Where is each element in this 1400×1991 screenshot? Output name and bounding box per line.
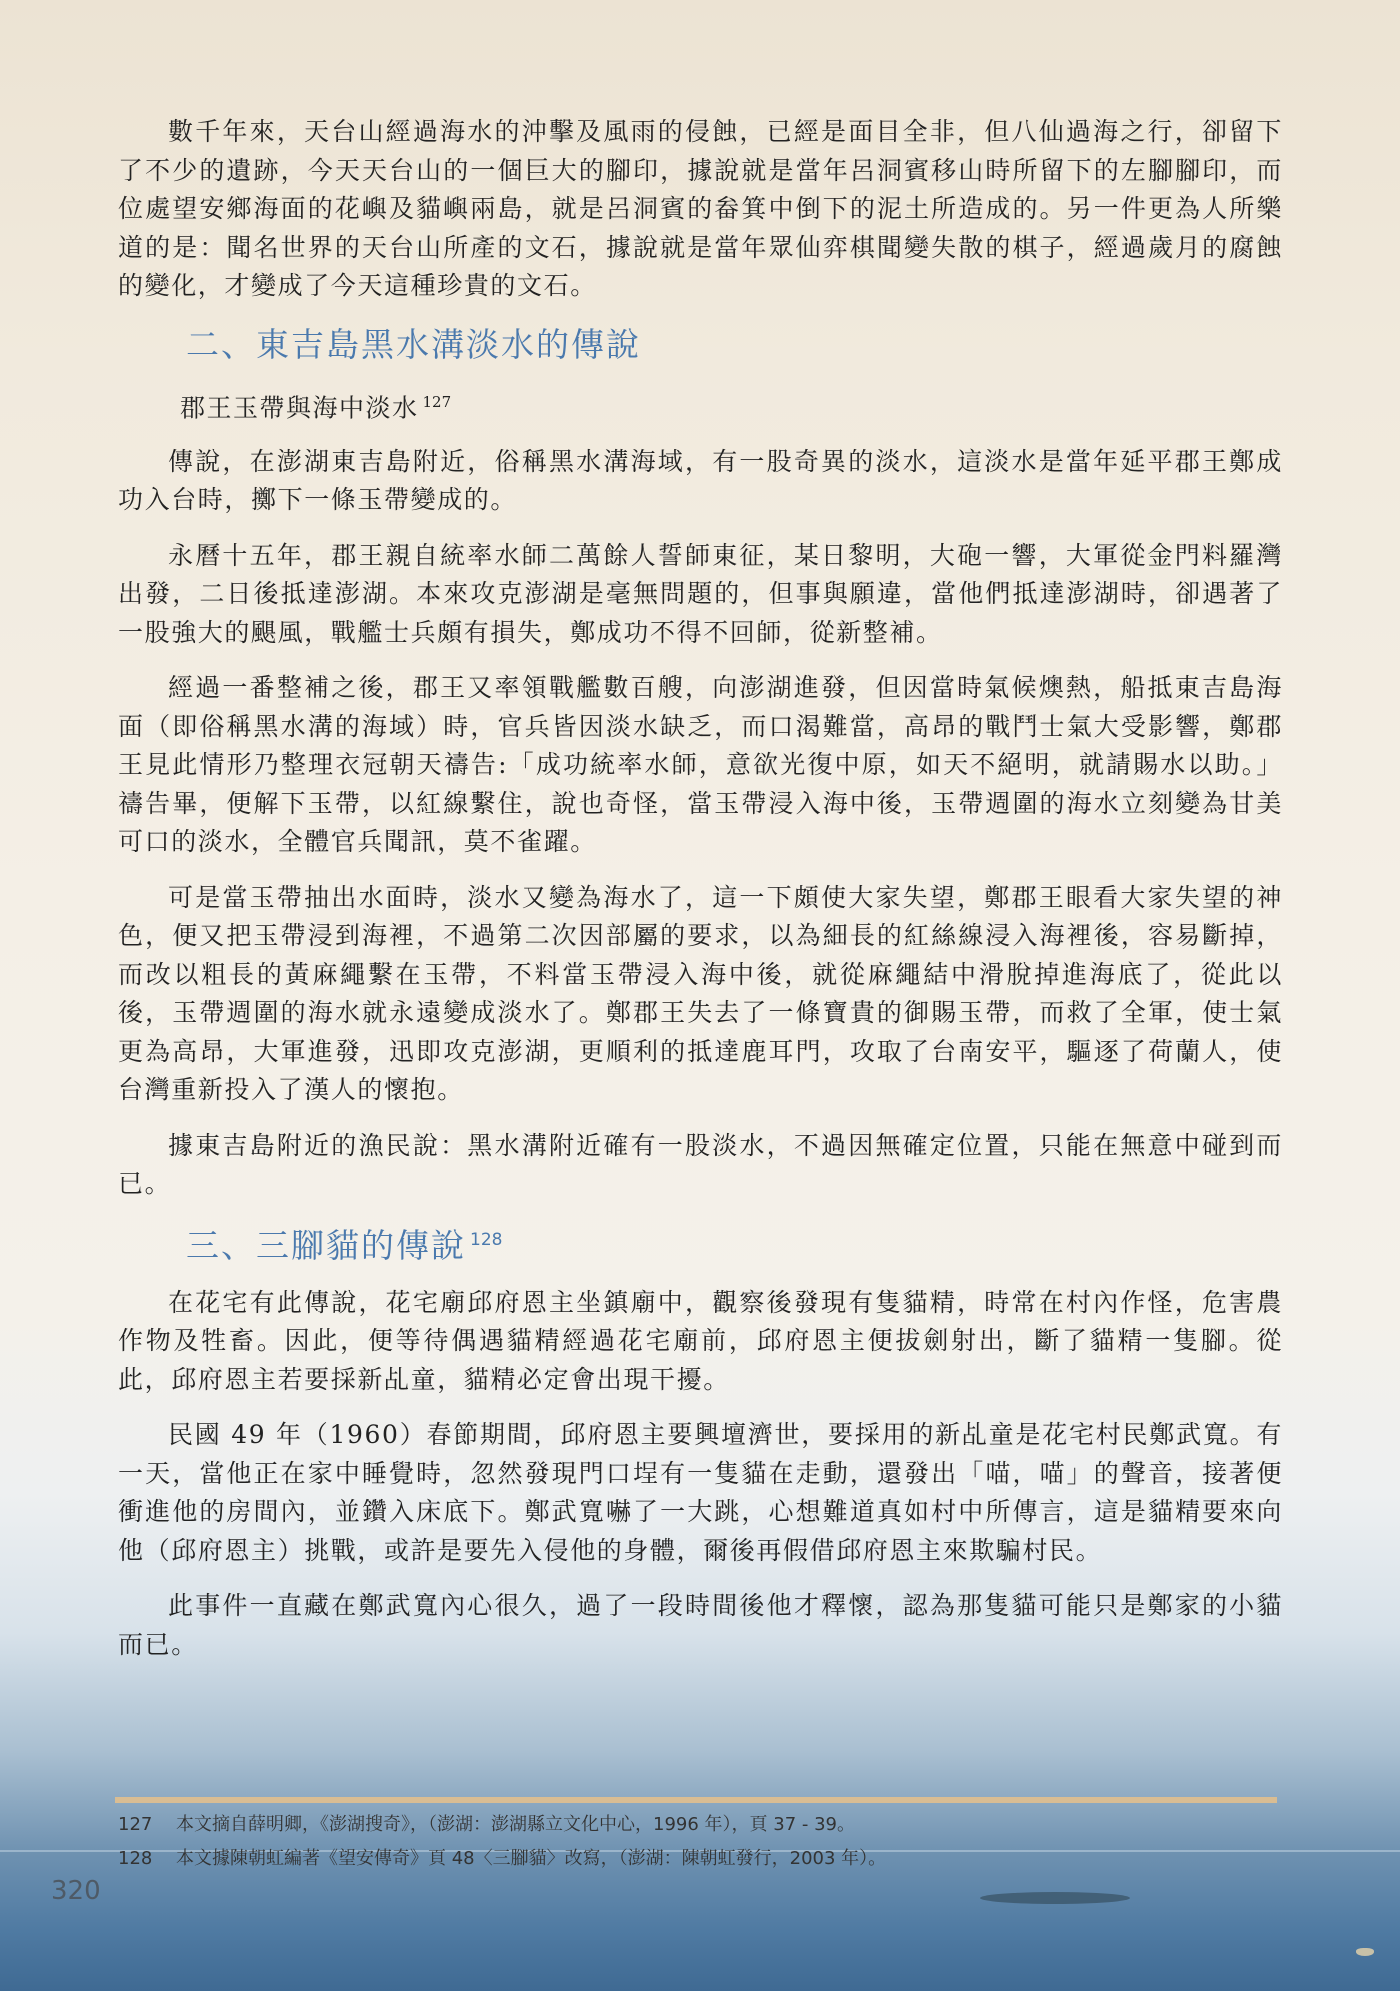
small-boat <box>1356 1948 1374 1956</box>
paragraph: 永曆十五年，郡王親自統率水師二萬餘人誓師東征，某日黎明，大砲一響，大軍從金門料羅灣出發，二日後抵達澎湖。本來攻克澎湖是毫無問題的，但事與願違，當他們抵達澎湖時，卻遇著了一股強大的颶風，戰艦士兵頗有損失，鄭成功不得不回師，從新整補。 <box>118 540 1283 647</box>
section-heading <box>186 323 1283 367</box>
footnote-text: 本文據陳朝虹編著《望安傳奇》頁 48〈三腳貓〉改寫，（澎湖：陳朝虹發行，2003 年）。 <box>176 1848 887 1869</box>
paragraph: 此事件一直藏在鄭武寬內心很久，過了一段時間後他才釋懷，認為那隻貓可能只是鄭家的小貓而已。 <box>118 1591 1283 1659</box>
page-content <box>118 113 1283 1681</box>
paragraph: 民國 49 年（1960）春節期間，邱府恩主要興壇濟世，要採用的新乩童是花宅村民鄭武寬。有一天，當他正在家中睡覺時，忽然發現門口埕有一隻貓在走動，還發出「喵，喵」的聲音，接著便衝進他的房間內，並鑽入床底下。鄭武寬嚇了一大跳，心想難道真如村中所傳言，這是貓精要來向他（邱府恩主）挑戰，或許是要先入侵他的身體，爾後再假借邱府恩主來欺騙村民。 <box>118 1420 1283 1565</box>
footnote <box>118 1808 1298 1842</box>
footnote-ref: 127 <box>422 392 452 411</box>
footnote <box>118 1842 1298 1876</box>
footnote-ref: 128 <box>470 1229 503 1250</box>
page-number: 320 <box>51 1876 101 1906</box>
footnote-text: 本文摘自薛明卿，《澎湖搜奇》，（澎湖：澎湖縣立文化中心，1996 年），頁 37 - 39。 <box>176 1814 855 1835</box>
subheading-text: 郡王玉帶與海中淡水 <box>180 392 419 422</box>
footnote-number: 127 <box>118 1814 153 1835</box>
section-heading <box>186 1218 1283 1268</box>
paragraph: 經過一番整補之後，郡王又率領戰艦數百艘，向澎湖進發，但因當時氣候燠熱，船抵東吉島海面（即俗稱黑水溝的海域）時，官兵皆因淡水缺乏，而口渴難當，高昂的戰鬥士氣大受影響，鄭郡王見此情形乃整理衣冠朝天禱告:「成功統率水師，意欲光復中原，如天不絕明，就請賜水以助。」禱告畢，便解下玉帶，以紅線繫住，說也奇怪，當玉帶浸入海中後，玉帶週圍的海水立刻變為甘美可口的淡水，全體官兵聞訊，莫不雀躍。 <box>118 673 1283 857</box>
footnote-number: 128 <box>118 1848 153 1869</box>
section-heading-text: 二、東吉島黑水溝淡水的傳說 <box>186 324 641 364</box>
paragraph: 據東吉島附近的漁民說：黑水溝附近確有一股淡水，不過因無確定位置，只能在無意中碰到而已。 <box>118 1130 1283 1199</box>
subheading <box>180 383 1283 427</box>
paragraph: 可是當玉帶抽出水面時，淡水又變為海水了，這一下頗使大家失望，鄭郡王眼看大家失望的神色，便又把玉帶浸到海裡，不過第二次因部屬的要求，以為細長的紅絲線浸入海裡後，容易斷掉，而改以粗長的黃麻繩繫在玉帶，不料當玉帶浸入海中後，就從麻繩結中滑脫掉進海底了，從此以後，玉帶週圍的海水就永遠變成淡水了。鄭郡王失去了一條寶貴的御賜玉帶，而救了全軍，使士氣更為高昂，大軍進發，迅即攻克澎湖，更順利的抵達鹿耳門，攻取了台南安平，驅逐了荷蘭人，使台灣重新投入了漢人的懷抱。 <box>118 882 1283 1105</box>
footnote-divider <box>115 1797 1277 1803</box>
paragraph: 在花宅有此傳說，花宅廟邱府恩主坐鎮廟中，觀察後發現有隻貓精，時常在村內作怪，危害農作物及牲畜。因此，便等待偶遇貓精經過花宅廟前，邱府恩主便拔劍射出，斷了貓精一隻腳。從此，邱府恩主若要採新乩童，貓精必定會出現干擾。 <box>118 1287 1283 1394</box>
paragraph: 數千年來，天台山經過海水的沖擊及風雨的侵蝕，已經是面目全非，但八仙過海之行，卻留下了不少的遺跡，今天天台山的一個巨大的腳印，據說就是當年呂洞賓移山時所留下的左腳腳印，而位處望安鄉海面的花嶼及貓嶼兩島，就是呂洞賓的畚箕中倒下的泥土所造成的。另一件更為人所樂道的是：聞名世界的天台山所產的文石，據說就是當年眾仙弈棋聞變失散的棋子，經過歲月的腐蝕的變化，才變成了今天這種珍貴的文石。 <box>118 117 1283 300</box>
footnotes <box>118 1808 1298 1876</box>
distant-rocks <box>980 1892 1130 1904</box>
section-heading-text: 三、三腳貓的傳說 <box>186 1225 466 1265</box>
paragraph: 傳說，在澎湖東吉島附近，俗稱黑水溝海域，有一股奇異的淡水，這淡水是當年延平郡王鄭成功入台時，擲下一條玉帶變成的。 <box>118 446 1283 515</box>
